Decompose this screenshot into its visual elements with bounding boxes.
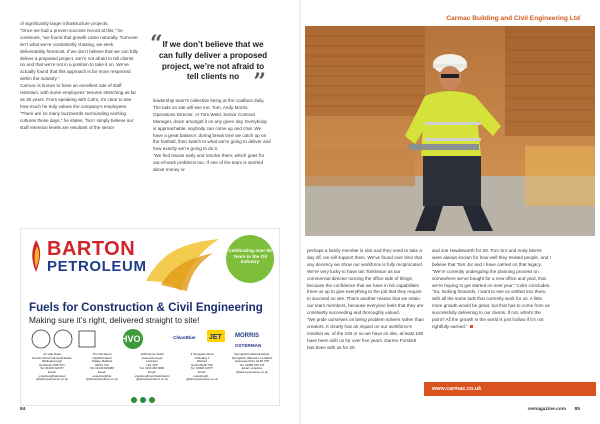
logo-osterman: OSTERMAN — [235, 343, 262, 348]
logo-hvo: HVO — [121, 334, 141, 344]
ad-headline: Fuels for Construction & Civil Engineering — [29, 301, 263, 314]
anniversary-badge: Celebrating over 50 Years in the Oil Industry — [226, 235, 274, 283]
open-quote-icon: “ — [150, 31, 163, 57]
brand-bottom: PETROLEUM — [47, 258, 147, 275]
fuel-splash-illustration — [141, 233, 223, 293]
partner-logos — [29, 327, 275, 351]
page-gutter — [299, 0, 301, 424]
barton-petroleum-advert[interactable] — [20, 228, 280, 406]
pull-quote-text: If we don’t believe that we can fully deliver a proposed project, we’re not afraid to tell clients no — [158, 40, 268, 82]
logo-morris: MORRIS — [235, 333, 259, 339]
footer-site[interactable]: cemagazine.com — [527, 407, 566, 412]
barton-flame-mark-icon — [29, 238, 44, 274]
body-text-column-3: perhaps a family member is sick and they need to take a day off, we will support them. We’ve found over time that any decency we show our workforce is fully reciprocated. We’re very lucky to have Ian Tomlinson as our commercial director running the office side of things, because the confidence that we have in his capabilities frees us up to give everything to the job that they require to succeed on site. That’s another reason that we retain our team members, because everyone feels that they are constantly succeeding and thoroughly valued. “We pride ourselves on being problem solvers rather than creators. It clearly has an impact on our workforce’s mindset as, of the 240 or so we have on site, at least 160 have been with us for over five years. Darren Forskett has been with us for 30 — [307, 248, 424, 350]
ad-tagline: Making sure it’s right, delivered straight to site! — [29, 315, 200, 325]
page-number-right: 85 — [574, 407, 580, 412]
page-number-left: 84 — [20, 407, 26, 412]
depot-address: A1 Vale Road Finedon Road Industrial Estate Wellingborough Northants NN8 4TG Tel: 01933 224477 Email: enquiries@bartonpet @bartonpetroleum.co.uk — [32, 352, 72, 382]
logo-cleanblue: CleanBlue — [173, 335, 196, 340]
close-quote-icon: ” — [253, 69, 266, 95]
pull-quote — [150, 31, 274, 95]
depot-addresses — [29, 353, 275, 397]
depot-address: The Old Depot Highfield Road Oakley, Bedford MK43 7TA Tel: 01234 823488 Email: enquiries@bar @bartonpetroleum.co.uk — [86, 352, 118, 382]
company-header: Carmac Building and Civil Engineering Ltd — [446, 15, 580, 22]
depot-address: 3 Kingsgate Road off Bodley 1 Warford Hunts PE28 7SP Tel: 01900 10977 Email: enquiries@... @bartonpetroleum.co.uk — [186, 352, 218, 382]
photo-illustration — [305, 26, 595, 236]
body-text-column-1: of significantly larger infrastructure projects. “Once we had a proven success record at this,” he continues, “we found that growth came naturally. Turnover isn’t what we’re consistently chasing, we seek deliverability foremost. If we don’t believe that we can fully deliver a proposed project, we’re not afraid to tell clients no and that we’re not in a position to take it on. We’ve actually found that this approach is far more respected within the industry.” Carmac is known to have an excellent rate of staff retention, with some employees’ tenures stretching as far as 30 years. From speaking with Colm, it’s clear to see how much he truly values the company’s employees. “There are so many buzzwords surrounding working cultures these days,” he states, “but I simply believe our staff retention levels are resultant of the senior — [20, 21, 138, 130]
body-text-column-4 — [432, 248, 551, 331]
social-icons — [131, 397, 155, 403]
linkedin-icon[interactable] — [149, 397, 155, 403]
depot-address: 1346 Norton Road Queensborough Leicester LE7 3FP Tel: 0116 260 9080 Email: enquiries@morrislubricants @bartonpetroleum.co.uk — [134, 352, 170, 382]
site-worker-photo — [305, 26, 595, 236]
end-mark-icon — [470, 325, 473, 328]
body-text-column-2: leadership team’s collective being at the coalface daily. The lads on site will see me, Tom, Andy Morris, Operations Director, or Tom Weld, Senior Contract Manager, down amongst it on any given day. Everybody is approachable, anybody can come up and chat. We have a great balance; during break time we catch up on the football, then switch to what we’re going to deliver and how exactly we’re going to do it. “We find issues early and resolve them, which goes for out-of-work problems too. If one of the team is worried about money or — [153, 98, 271, 173]
brand-top: BARTON — [47, 238, 136, 260]
body-text-column-4-text: and Joe Hawksworth for 29. Tom Snr and Andy Morris were always known for how well they treated people, and I believe that Tom Jnr and I have carried on that legacy. “We’re currently undergoing the planning process on somewhere we’ve bought for a new office and yard, that we’re hoping to get started on next year,” Colm concludes. “So, looking forwards, I want to see us settled into there, with all the same lads that currently work for us. A little more growth would be great, but that has to come from us successfully delivering to our clients. If not, what’s the point? All the growth in the world is just hollow if it’s not rightfully earned.” — [432, 248, 551, 329]
logo-jet: JET — [209, 334, 222, 341]
facebook-icon[interactable] — [131, 397, 137, 403]
depot-address: Springfield Industrial Estate, Springfield, Wareham on Marsh Gloucestershire GL56 0TP Tel: 01586 379 179 Email: enquiries @bartonpetroleum.co.uk — [231, 352, 273, 374]
twitter-icon[interactable] — [140, 397, 146, 403]
website-banner[interactable]: www.carmac.co.uk — [424, 382, 596, 396]
